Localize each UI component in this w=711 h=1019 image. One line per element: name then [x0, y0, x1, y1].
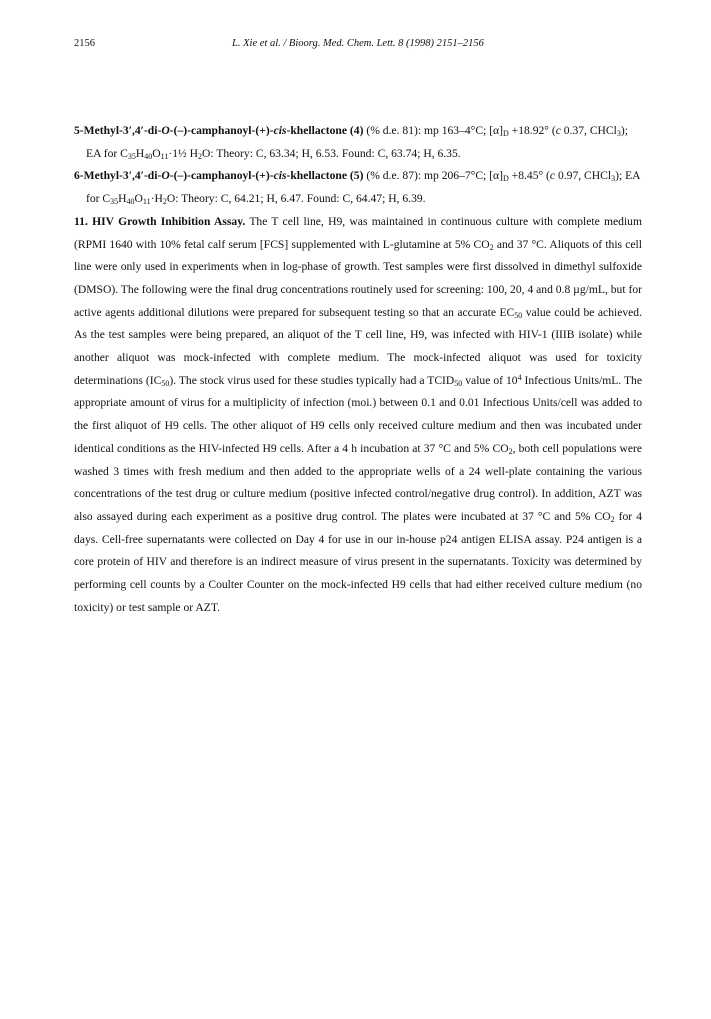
compound-entry-4 [74, 120, 642, 165]
compound-elemental-analysis: EA for $C_{35}H_{40}O_{11}\cdot H_2O$: Theory: C, 64.21; H, 6.47. Found: C, 64.47; H, 6.39. [86, 169, 640, 207]
compound-rotation: $[\alpha]_D +18.92^\circ$ (c 0.37, CHCl$_3$); [489, 124, 628, 138]
compound-rotation: $[\alpha]_D +8.45^\circ$ (c 0.97, CHCl$_3$); [489, 169, 623, 184]
compound-de: (% d.e. 87): [366, 169, 422, 183]
page-number: 2156 [74, 38, 95, 49]
section-text: The T cell line, H9, was maintained in continuous culture with complete medium (RPMI 1640 with 10% fetal calf serum [FCS] supplemented with L-glutamine at 5% $CO_2$ and 37 °C. Aliquots of this cell line were only used in experiments when in log-phase of growth. Test samples were first dissolved in dimethyl sulfoxide (DMSO). The following were the final drug concentrations routinely used for screening: 100, 20, 4 and 0.8 µg/mL, but for active agents additional dilutions were prepared for subsequent testing so that an accurate $EC_{50}$ value could be achieved. As the test samples were being prepared, an aliquot of the T cell line, H9, was infected with HIV-1 (IIIB isolate) while another aliquot was mock-infected with complete medium. The mock-infected aliquot was used for toxicity determinations $(IC_{50})$. The stock virus used for these studies typically had a $TCID_{50}$ value of $10^4$ Infectious Units/mL. The appropriate amount of virus for a multiplicity of infection (moi.) between 0.1 and 0.01 Infectious Units/cell was added to the first aliquot of H9 cells. The other aliquot of H9 cells only received culture medium and then was incubated under identical conditions as the HIV-infected H9 cells. After a 4 h incubation at 37 °C and 5% $CO_2$, both cell populations were washed 3 times with fresh medium and then added to the appropriate wells of a 24 well-plate containing the various concentrations of the test drug or culture medium (positive infected control/negative drug control). In addition, AZT was also assayed during each experiment as a positive drug control. The plates were incubated at 37 °C and 5% $CO_2$ for 4 days. Cell-free supernatants were collected on Day 4 for use in our in-house p24 antigen ELISA assay. P24 antigen is a core protein of HIV and therefore is an indirect measure of virus present in the supernatants. Toxicity was determined by performing cell counts by a Coulter Counter on the mock-infected H9 cells that had either received culture medium (no toxicity) or test sample or AZT. [74, 214, 643, 614]
running-head: L. Xie et al. / Bioorg. Med. Chem. Lett. 8 (1998) 2151–2156 [232, 38, 484, 49]
compound-name: 6-Methyl-3′,4′-di-O-(–)-camphanoyl-(+)-cis-khellactone (5) [74, 169, 364, 183]
compound-mp: mp 163–4°C; [423, 124, 487, 137]
section-title: HIV Growth Inhibition Assay. [92, 214, 246, 228]
compound-mp: mp 206–7°C; [423, 169, 487, 183]
compound-de: (% d.e. 81): [366, 124, 422, 137]
article-body [74, 120, 642, 619]
page-header [74, 38, 642, 54]
section-hiv-assay [74, 211, 642, 620]
section-number: 11. [74, 214, 88, 228]
compound-entry-5 [74, 165, 642, 210]
compound-name: 5-Methyl-3′,4′-di-O-(–)-camphanoyl-(+)-cis-khellactone (4) [74, 124, 364, 137]
compound-elemental-analysis: EA for $C_{35}H_{40}O_{11}\cdot 1\frac{1}{2}$ $H_2O$: Theory: C, 63.34; H, 6.53. Found: C, 63.74; H, 6.35. [86, 146, 461, 161]
